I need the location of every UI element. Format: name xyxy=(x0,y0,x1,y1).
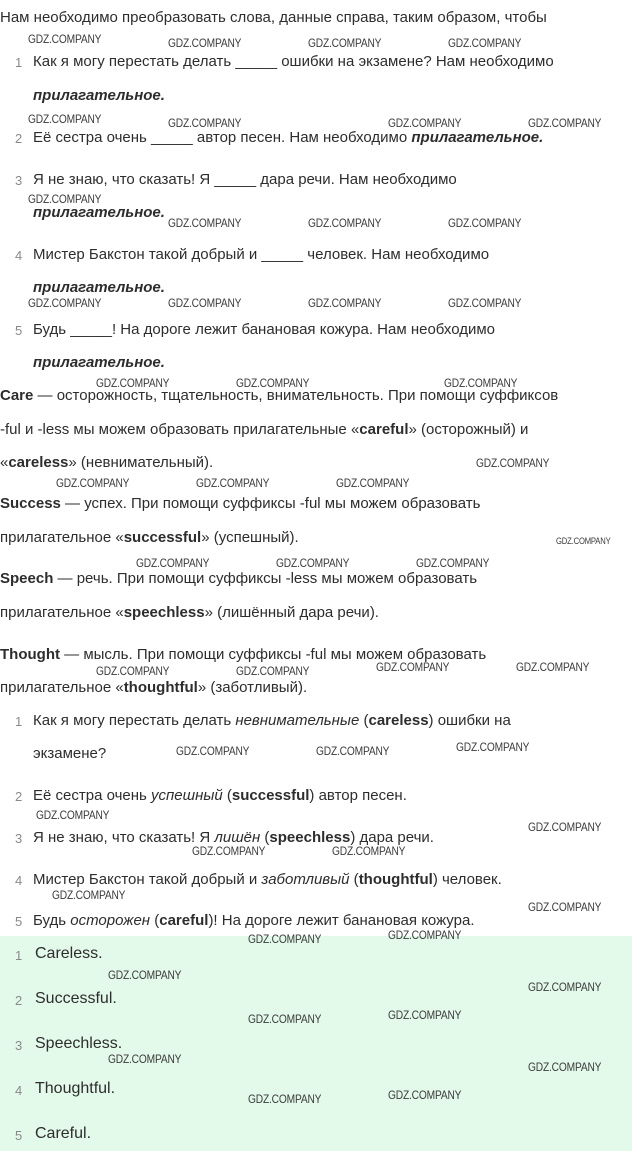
question-number: 5 xyxy=(15,323,23,338)
watermark: GDZ.COMPANY xyxy=(236,664,310,678)
question-text: Будь _____! На дороге лежит банановая кожура. Нам необходимо xyxy=(33,321,496,338)
question-number: 4 xyxy=(15,248,23,263)
question-text: Я не знаю, что сказать! Я _____ дара речи. Нам необходимо xyxy=(33,171,457,188)
watermark: GDZ.COMPANY xyxy=(376,660,450,674)
watermark: GDZ.COMPANY xyxy=(248,1012,322,1026)
watermark: GDZ.COMPANY xyxy=(388,116,462,130)
watermark: GDZ.COMPANY xyxy=(276,556,350,570)
watermark: GDZ.COMPANY xyxy=(96,664,170,678)
answer-number: 1 xyxy=(15,948,23,963)
answer-number: 2 xyxy=(15,993,23,1008)
watermark: GDZ.COMPANY xyxy=(176,744,250,758)
translation-text: Я не знаю, что сказать! Я лишён (speechless) дара речи. xyxy=(33,829,434,846)
watermark: GDZ.COMPANY xyxy=(528,1060,602,1074)
explanation-speech-line2: прилагательное «speechless» (лишённый дара речи). xyxy=(0,604,379,621)
question-number: 1 xyxy=(15,55,23,70)
question-text: Мистер Бакстон такой добрый и _____ человек. Нам необходимо xyxy=(33,246,490,263)
watermark: GDZ.COMPANY xyxy=(456,740,530,754)
watermark: GDZ.COMPANY xyxy=(108,968,182,982)
explanation-success-line1: Success — успех. При помощи суффиксы -ful мы можем образовать xyxy=(0,495,481,512)
answer-text: Careless. xyxy=(35,945,103,962)
explanation-care-line1: Care — осторожность, тщательность, внимательность. При помощи суффиксов xyxy=(0,387,559,404)
answer-number: 5 xyxy=(15,1128,23,1143)
watermark: GDZ.COMPANY xyxy=(96,376,170,390)
watermark: GDZ.COMPANY xyxy=(248,1092,322,1106)
watermark: GDZ.COMPANY xyxy=(316,744,390,758)
watermark: GDZ.COMPANY xyxy=(336,476,410,490)
answer-number: 4 xyxy=(15,1083,23,1098)
watermark: GDZ.COMPANY xyxy=(332,844,406,858)
question-hint: прилагательное. xyxy=(33,279,165,296)
watermark: GDZ.COMPANY xyxy=(196,476,270,490)
watermark: GDZ.COMPANY xyxy=(528,116,602,130)
watermark: GDZ.COMPANY xyxy=(28,32,102,46)
translation-text: Будь осторожен (careful)! На дороге лежит банановая кожура. xyxy=(33,912,475,929)
watermark: GDZ.COMPANY xyxy=(28,112,102,126)
explanation-speech-line1: Speech — речь. При помощи суффиксы -less мы можем образовать xyxy=(0,570,478,587)
watermark: GDZ.COMPANY xyxy=(516,660,590,674)
translation-number: 5 xyxy=(15,914,23,929)
translation-text-cont: экзамене? xyxy=(33,745,107,762)
watermark: GDZ.COMPANY xyxy=(308,296,382,310)
explanation-thought-line1: Thought — мысль. При помощи суффиксы -ful мы можем образовать xyxy=(0,646,487,663)
watermark: GDZ.COMPANY xyxy=(168,116,242,130)
watermark: GDZ.COMPANY xyxy=(388,928,462,942)
watermark: GDZ.COMPANY xyxy=(308,36,382,50)
translation-number: 1 xyxy=(15,714,23,729)
watermark: GDZ.COMPANY xyxy=(168,36,242,50)
watermark: GDZ.COMPANY xyxy=(56,476,130,490)
question-hint: прилагательное. xyxy=(33,204,165,221)
watermark: GDZ.COMPANY xyxy=(444,376,518,390)
watermark: GDZ.COMPANY xyxy=(448,36,522,50)
watermark: GDZ.COMPANY xyxy=(388,1008,462,1022)
watermark: GDZ.COMPANY xyxy=(528,900,602,914)
answer-number: 3 xyxy=(15,1038,23,1053)
watermark: GDZ.COMPANY xyxy=(448,296,522,310)
watermark: GDZ.COMPANY xyxy=(308,216,382,230)
question-hint: прилагательное. xyxy=(33,354,165,371)
watermark: GDZ.COMPANY xyxy=(36,808,110,822)
answer-text: Speechless. xyxy=(35,1035,123,1052)
question-text: Её сестра очень _____ автор песен. Нам необходимо прилагательное. xyxy=(33,129,544,146)
watermark: GDZ.COMPANY xyxy=(52,888,126,902)
watermark: GDZ.COMPANY xyxy=(28,296,102,310)
watermark: GDZ.COMPANY xyxy=(168,296,242,310)
watermark: GDZ.COMPANY xyxy=(416,556,490,570)
explanation-thought-line2: прилагательное «thoughtful» (заботливый). xyxy=(0,679,308,696)
intro-text: Нам необходимо преобразовать слова, данные справа, таким образом, чтобы xyxy=(0,9,547,26)
watermark: GDZ.COMPANY xyxy=(136,556,210,570)
watermark: GDZ.COMPANY xyxy=(556,536,611,546)
watermark: GDZ.COMPANY xyxy=(168,216,242,230)
watermark: GDZ.COMPANY xyxy=(528,820,602,834)
translation-number: 3 xyxy=(15,831,23,846)
translation-number: 4 xyxy=(15,873,23,888)
watermark: GDZ.COMPANY xyxy=(476,456,550,470)
question-hint: прилагательное. xyxy=(33,87,165,104)
watermark: GDZ.COMPANY xyxy=(236,376,310,390)
answer-text: Successful. xyxy=(35,990,117,1007)
translation-text: Её сестра очень успешный (successful) автор песен. xyxy=(33,787,407,804)
question-number: 3 xyxy=(15,173,23,188)
answer-text: Thoughtful. xyxy=(35,1080,116,1097)
answer-text: Careful. xyxy=(35,1125,92,1142)
translation-number: 2 xyxy=(15,789,23,804)
explanation-care-line3: «careless» (невнимательный). xyxy=(0,454,214,471)
watermark: GDZ.COMPANY xyxy=(388,1088,462,1102)
watermark: GDZ.COMPANY xyxy=(108,1052,182,1066)
translation-text: Как я могу перестать делать невнимательные (careless) ошибки на xyxy=(33,712,511,729)
question-number: 2 xyxy=(15,131,23,146)
translation-text: Мистер Бакстон такой добрый и заботливый (thoughtful) человек. xyxy=(33,871,502,888)
explanation-care-line2: -ful и -less мы можем образовать прилагательные «careful» (осторожный) и xyxy=(0,421,529,438)
explanation-success-line2: прилагательное «successful» (успешный). xyxy=(0,529,299,546)
watermark: GDZ.COMPANY xyxy=(528,980,602,994)
watermark: GDZ.COMPANY xyxy=(448,216,522,230)
watermark: GDZ.COMPANY xyxy=(28,192,102,206)
watermark: GDZ.COMPANY xyxy=(192,844,266,858)
watermark: GDZ.COMPANY xyxy=(248,932,322,946)
question-text: Как я могу перестать делать _____ ошибки на экзамене? Нам необходимо xyxy=(33,53,554,70)
